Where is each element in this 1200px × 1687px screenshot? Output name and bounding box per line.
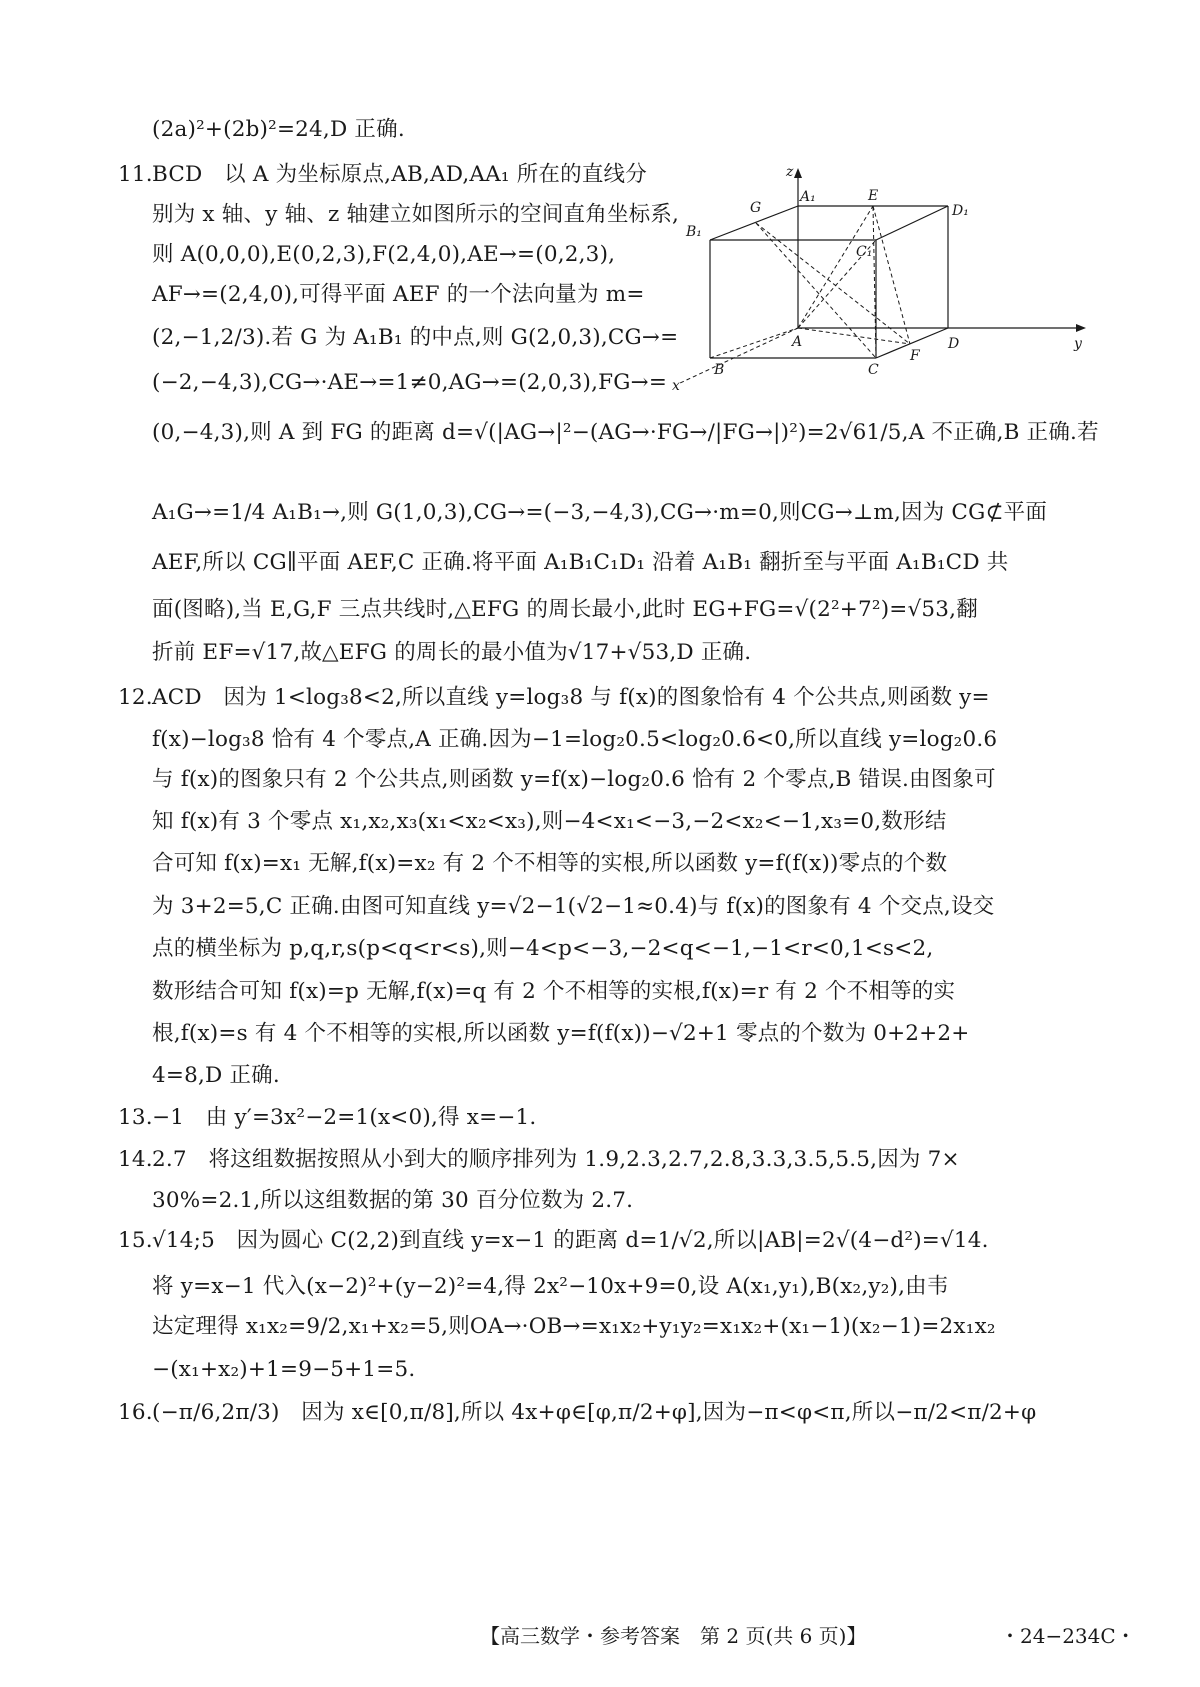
answer-line xyxy=(152,595,978,625)
answer-line-text: 面(图略),当 E,G,F 三点共线时,△EFG 的周长最小,此时 EG+FG=√(2²+7²)=√53,翻 xyxy=(152,597,978,622)
label-F: F xyxy=(910,348,920,364)
answer-line-text: 30%=2.1,所以这组数据的第 30 百分位数为 2.7. xyxy=(152,1188,634,1213)
answer-line xyxy=(152,1186,633,1216)
label-C: C xyxy=(868,362,879,378)
label-C1: C₁ xyxy=(856,244,873,260)
answer-line xyxy=(152,498,1047,528)
question-number: 16. xyxy=(118,1400,153,1425)
label-x: x xyxy=(672,378,680,394)
answer-line xyxy=(152,765,996,795)
answer-line-text: 点的横坐标为 p,q,r,s(p<q<r<s),则−4<p<−3,−2<q<−1,−1<r<0,1<s<2, xyxy=(152,936,934,961)
answer-line-text: 合可知 f(x)=x₁ 无解,f(x)=x₂ 有 2 个不相等的实根,所以函数 y=f(f(x))零点的个数 xyxy=(152,851,948,876)
answer-line xyxy=(152,323,678,353)
answer-line-text: 知 f(x)有 3 个零点 x₁,x₂,x₃(x₁<x₂<x₃),则−4<x₁<−3,−2<x₂<−1,x₃=0,数形结 xyxy=(152,809,947,834)
label-B1: B₁ xyxy=(686,224,702,240)
answer-line-text: f(x)−log₃8 恰有 4 个零点,A 正确.因为−1=log₂0.5<log₂0.6<0,所以直线 y=log₂0.6 xyxy=(152,727,998,752)
label-A1: A₁ xyxy=(800,189,816,205)
answer-line-text: (2a)²+(2b)²=24,D 正确. xyxy=(152,117,405,142)
answer-line-text: (−2,−4,3),CG→·AE→=1≠0,AG→=(2,0,3),FG→= xyxy=(152,370,668,395)
answer-line-text: 根,f(x)=s 有 4 个不相等的实根,所以函数 y=f(f(x))−√2+1 零点的个数为 0+2+2+ xyxy=(152,1021,970,1046)
question-number: 11. xyxy=(118,162,153,187)
answer-line xyxy=(152,280,645,310)
answer-line-text: (−π/6,2π/3) 因为 x∈[0,π/8],所以 4x+φ∈[φ,π/2+φ],因为−π<φ<π,所以−π/2<π/2+φ xyxy=(152,1400,1037,1425)
answer-line-text: (2,−1,2/3).若 G 为 A₁B₁ 的中点,则 G(2,0,3),CG→= xyxy=(152,325,679,350)
answer-line xyxy=(152,638,751,668)
answer-line xyxy=(152,934,933,964)
label-B: B xyxy=(714,362,725,378)
answer-line-text: 4=8,D 正确. xyxy=(152,1063,280,1088)
answer-line xyxy=(118,683,990,713)
answer-line-text: 2.7 将这组数据按照从小到大的顺序排列为 1.9,2.3,2.7,2.8,3.3,3.5,5.5,因为 7× xyxy=(152,1147,960,1172)
answer-line xyxy=(152,240,615,270)
answer-line xyxy=(152,1061,280,1091)
answer-line-text: AEF,所以 CG∥平面 AEF,C 正确.将平面 A₁B₁C₁D₁ 沿着 A₁B₁ 翻折至与平面 A₁B₁CD 共 xyxy=(152,550,1009,575)
answer-line-text: BCD 以 A 为坐标原点,AB,AD,AA₁ 所在的直线分 xyxy=(152,162,647,187)
answer-line-text: 数形结合可知 f(x)=p 无解,f(x)=q 有 2 个不相等的实根,f(x)=r 有 2 个不相等的实 xyxy=(152,979,956,1004)
answer-line-text: √14;5 因为圆心 C(2,2)到直线 y=x−1 的距离 d=1/√2,所以|AB|=2√(4−d²)=√14. xyxy=(152,1228,989,1253)
answer-line xyxy=(152,368,667,398)
answer-line-text: 与 f(x)的图象只有 2 个公共点,则函数 y=f(x)−log₂0.6 恰有 2 个零点,B 错误.由图象可 xyxy=(152,767,996,792)
answer-line-text: 达定理得 x₁x₂=9/2,x₁+x₂=5,则OA→·OB→=x₁x₂+y₁y₂=x₁x₂+(x₁−1)(x₂−1)=2x₁x₂ xyxy=(152,1314,996,1339)
x-axis xyxy=(678,328,798,384)
answer-line-text: 折前 EF=√17,故△EFG 的周长的最小值为√17+√53,D 正确. xyxy=(152,640,752,665)
answer-line xyxy=(152,807,946,837)
answer-line xyxy=(118,1145,960,1175)
label-G: G xyxy=(750,200,762,216)
answer-line xyxy=(152,200,679,230)
answer-line xyxy=(152,849,947,879)
question-number: 14. xyxy=(118,1147,153,1172)
answer-line-text: ACD 因为 1<log₃8<2,所以直线 y=log₃8 与 f(x)的图象恰有 4 个公共点,则函数 y= xyxy=(152,685,990,710)
answer-line xyxy=(152,548,1009,578)
answer-line-text: −(x₁+x₂)+1=9−5+1=5. xyxy=(152,1357,416,1382)
label-D: D xyxy=(948,336,960,352)
answer-line-text: AF→=(2,4,0),可得平面 AEF 的一个法向量为 m= xyxy=(152,282,645,307)
answer-line xyxy=(152,892,994,922)
answer-line-text: 将 y=x−1 代入(x−2)²+(y−2)²=4,得 2x²−10x+9=0,设 A(x₁,y₁),B(x₂,y₂),由韦 xyxy=(152,1274,949,1299)
label-A: A xyxy=(792,334,803,350)
answer-line-text: 别为 x 轴、y 轴、z 轴建立如图所示的空间直角坐标系, xyxy=(152,202,680,227)
footer-page-info: 【高三数学・参考答案 第 2 页(共 6 页)】 xyxy=(480,1624,867,1648)
answer-line-text: 则 A(0,0,0),E(0,2,3),F(2,4,0),AE→=(0,2,3), xyxy=(152,242,616,267)
answer-line xyxy=(152,1272,949,1302)
answer-line xyxy=(152,977,955,1007)
footer-code: ・24−234C・ xyxy=(1000,1624,1136,1648)
answer-line xyxy=(118,1398,1037,1428)
label-y: y xyxy=(1074,336,1082,352)
answer-line-text: A₁G→=1/4 A₁B₁→,则 G(1,0,3),CG→=(−3,−4,3),CG→·m=0,则CG→⊥m,因为 CG⊄平面 xyxy=(152,500,1048,525)
answer-line xyxy=(152,115,405,145)
question-number: 12. xyxy=(118,685,153,710)
answer-line xyxy=(118,160,647,190)
cube-coordinate-figure xyxy=(672,164,1088,428)
label-z: z xyxy=(786,164,794,180)
question-number: 15. xyxy=(118,1228,153,1253)
answer-line-text: −1 由 y′=3x²−2=1(x<0),得 x=−1. xyxy=(152,1105,537,1130)
answer-line xyxy=(152,725,997,755)
answer-line-text: 为 3+2=5,C 正确.由图可知直线 y=√2−1(√2−1≈0.4)与 f(x)的图象有 4 个交点,设交 xyxy=(152,894,995,919)
label-D1: D₁ xyxy=(952,203,969,219)
question-number: 13. xyxy=(118,1105,153,1130)
answer-line xyxy=(118,1226,989,1256)
answer-line-text: (0,−4,3),则 A 到 FG 的距离 d=√(|AG→|²−(AG→·FG→/|FG→|)²)=2√61/5,A 不正确,B 正确.若 xyxy=(152,420,1099,445)
answer-line xyxy=(152,1355,415,1385)
answer-line xyxy=(152,1312,996,1342)
answer-line xyxy=(152,1019,969,1049)
answer-line xyxy=(118,1103,537,1133)
label-E: E xyxy=(868,188,879,204)
